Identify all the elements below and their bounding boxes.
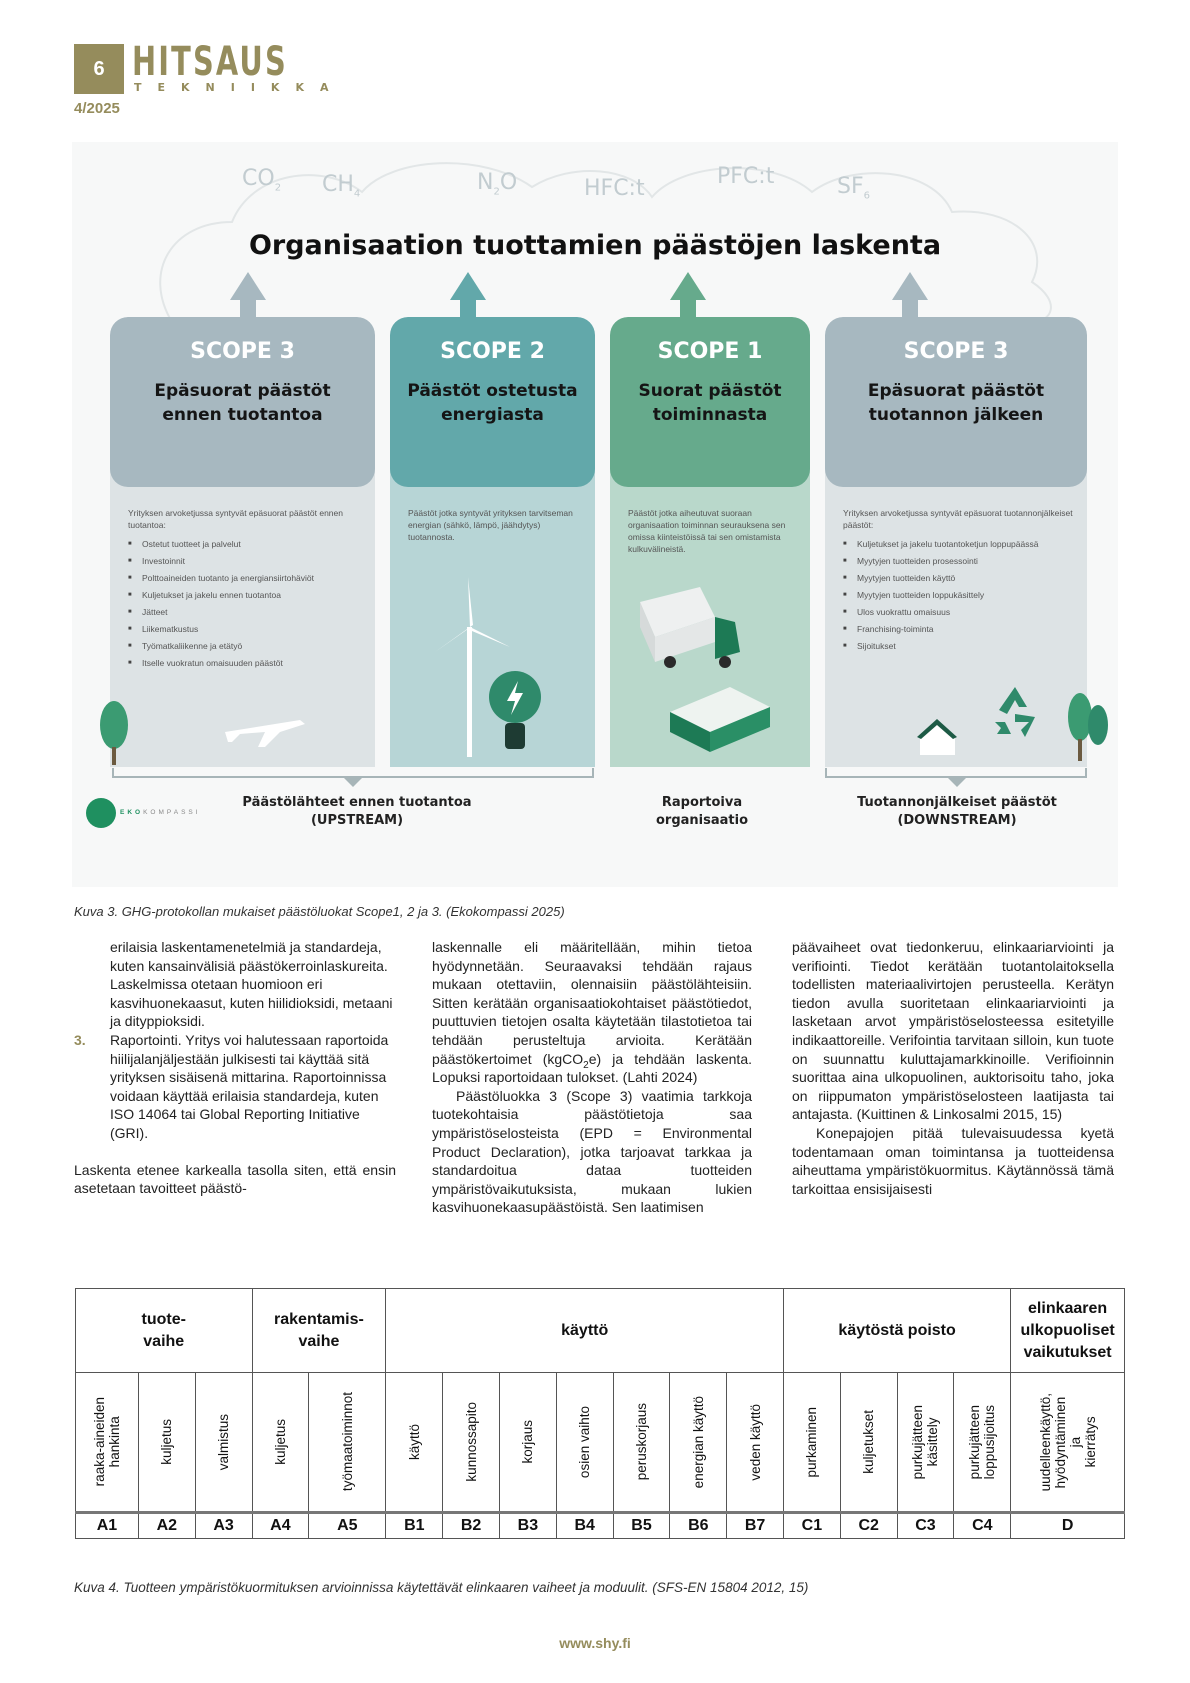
list-item: ■ Myytyjen tuotteiden käyttö: [843, 573, 1073, 584]
scope-description: Suorat päästöt toiminnasta: [638, 381, 782, 425]
card-header: [825, 317, 1087, 487]
group-row: [76, 1289, 1125, 1373]
arrow-up-icon: [670, 272, 706, 300]
stage-label: purkujätteen käsittely: [910, 1404, 941, 1480]
stage-cell: [897, 1373, 954, 1513]
module-code: C4: [954, 1513, 1011, 1539]
stage-label: uudelleenkäyttö, hyödyntäminen ja kierrätys: [1037, 1392, 1098, 1492]
list-item: ■ Työmatkaliikenne ja etätyö: [128, 641, 361, 652]
module-code: D: [1011, 1513, 1125, 1539]
scope-description: Epäsuorat päästöt ennen tuotantoa: [154, 381, 331, 425]
magazine-logo: HITSAUS: [132, 39, 288, 85]
stage-cell: [500, 1373, 557, 1513]
scope-label: SCOPE 1: [657, 339, 763, 364]
group-header: käyttö: [386, 1289, 784, 1373]
stage-label: veden käyttö: [747, 1403, 763, 1481]
truck-icon: [640, 587, 750, 677]
module-code: C2: [840, 1513, 897, 1539]
list-item: ■ Jätteet: [128, 607, 361, 618]
stage-cell: [954, 1373, 1011, 1513]
airplane-icon: [220, 702, 310, 752]
group-header: tuote- vaihe: [76, 1289, 253, 1373]
stage-label: kuljetus: [272, 1419, 288, 1465]
numbered-list: [74, 938, 396, 1143]
module-code: B3: [500, 1513, 557, 1539]
gas-ch4: $CH_4$: [322, 172, 361, 200]
gas-sf6: $SF_6$: [837, 174, 870, 202]
module-code: A1: [76, 1513, 139, 1539]
module-code: C1: [783, 1513, 840, 1539]
paragraph: laskennalle eli määritellään, mihin tietoa hyödynnetään. Seuraavaksi tehdään rajaus mukaan otettaviin, olennaisiin päästölähteisiin. Sitten kerätään organisaatiokohtaiset päästötiedot, puuttuvien tietojen osalta käytetään tilastotietoa tai tehdään perusteltuja arvioita. Kerätään päästökertoimet (kgCO$_2$e) ja tehdään laskenta. Lopuksi raportoidaan tulokset. (Lahti 2024): [432, 939, 752, 1086]
infographic-title: Organisaation tuottamien päästöjen laskenta: [248, 230, 942, 261]
gas-n2o: $N_2O$: [477, 170, 518, 198]
website-url: www.shy.fi: [559, 1635, 631, 1651]
stage-label: purkujätteen loppusijoitus: [967, 1404, 998, 1480]
list-item: ■ Kuljetukset ja jakelu tuotantoketjun loppupäässä: [843, 539, 1073, 550]
card-header: [390, 317, 595, 487]
stage-label: osien vaihto: [577, 1405, 593, 1479]
stage-label: peruskorjaus: [633, 1403, 649, 1481]
list-item: ■ Liikematkustus: [128, 624, 361, 635]
list-item: [74, 1031, 396, 1143]
downstream-label: Tuotannonjälkeiset päästöt (DOWNSTREAM): [857, 795, 1057, 828]
card-header: [110, 317, 375, 487]
stage-cell: [76, 1373, 139, 1513]
bracket-pointer: [344, 778, 362, 787]
paragraph: Päästöluokka 3 (Scope 3) vaatimia tarkkoja tuotekohtaisia päästötietoja saa ympäristöselosteista (EPD = Environmental Product Declaration), jotka tarjoavat tarkkaa ja standardoitua dataa tuotteiden ympäristövaikutuksista, mukaan lukien kasvihuonekaasupäästöistä. Sen laatimisen: [432, 1087, 752, 1216]
ghg-scopes-infographic: [72, 142, 1118, 887]
article-column-1: [74, 938, 396, 1198]
group-header: elinkaaren ulkopuoliset vaikutukset: [1011, 1289, 1125, 1373]
stage-label: raaka-aineiden hankinta: [91, 1397, 122, 1487]
upstream-label: Päästölähteet ennen tuotantoa (UPSTREAM): [242, 795, 472, 828]
page-number: 6: [74, 44, 124, 94]
list-item: ■ Polttoaineiden tuotanto ja energiansiirtohäviöt: [128, 573, 361, 584]
stage-label: kuljetus: [159, 1419, 175, 1465]
masthead: [74, 39, 345, 94]
stage-label: kuljetukset: [861, 1410, 877, 1474]
stage-cell: [309, 1373, 386, 1513]
scope-description: Päästöt ostetusta energiasta: [407, 381, 578, 425]
list-item-continued: erilaisia laskentamenetelmiä ja standardeja, kuten kansainvälisiä päästökerroinlaskureita. Laskelmissa otetaan huomioon eri kasvihuonekaasut, kuten hiilidioksidi, metaani ja dityppioksidi.: [110, 939, 393, 1030]
card-intro: Yrityksen arvoketjussa syntyvät epäsuorat päästöt ennen tuotantoa:: [128, 508, 343, 530]
arrow-up-icon: [892, 272, 928, 300]
ekokompassi-logo-text: EKOKOMPASSI: [120, 809, 201, 816]
stage-label: työmaatoiminnot: [339, 1392, 355, 1492]
magazine-logo-subtitle: TEKNIIKKA: [134, 81, 345, 94]
recycle-icon: [985, 682, 1045, 742]
upstream-bracket: [112, 768, 594, 778]
stage-label: energian käyttö: [690, 1395, 706, 1489]
scope3-downstream-card: [825, 317, 1087, 767]
figure4-caption: Kuva 4. Tuotteen ympäristökuormituksen arvioinnissa käytettävät elinkaaren vaiheet ja moduulit. (SFS-EN 15804 2012, 15): [74, 1580, 809, 1595]
factory-icon: [670, 682, 770, 752]
scope1-card: [610, 317, 810, 767]
card-body: [825, 487, 1087, 767]
module-code: B1: [386, 1513, 443, 1539]
scope-label: SCOPE 3: [190, 339, 295, 364]
module-code: B6: [670, 1513, 727, 1539]
tree-icon: [1062, 687, 1112, 767]
stage-cell: [443, 1373, 500, 1513]
stage-label: kunnossapito: [463, 1402, 479, 1482]
card-body: [110, 487, 375, 767]
tree-icon: [94, 697, 134, 767]
stage-label: käyttö: [406, 1423, 422, 1461]
paragraph: Konepajojen pitää tulevaisuudessa kyetä todentamaan oman toimintansa ja tuotteidensa aiheuttama ympäristökuormitus. Käytännössä tämä tarkoittaa ensisijaisesti: [792, 1124, 1114, 1197]
code-row: [76, 1513, 1125, 1539]
stage-label: purkaminen: [804, 1406, 820, 1478]
module-code: B2: [443, 1513, 500, 1539]
issue-number: 4/2025: [74, 100, 120, 117]
list-item: ■ Ulos vuokrattu omaisuus: [843, 607, 1073, 618]
stage-cell: [1011, 1373, 1125, 1513]
card-body: [390, 487, 595, 767]
list-number: 3.: [74, 1031, 86, 1048]
card-intro: Päästöt jotka aiheutuvat suoraan organisaation toiminnan seurauksena sen omissa kiinteistöissä tai sen omistamista kulkuvälineistä.: [628, 508, 786, 554]
list-item: ■ Investoinnit: [128, 556, 361, 567]
stage-cell: [783, 1373, 840, 1513]
article-column-2: [432, 938, 752, 1217]
lightbulb-icon: [485, 667, 545, 757]
stage-cell: [727, 1373, 784, 1513]
paragraph: Laskenta etenee karkealla tasolla siten, että ensin asetetaan tavoitteet päästö-: [74, 1161, 396, 1197]
card-body: [610, 487, 810, 767]
downstream-bracket: [825, 768, 1087, 778]
list-item: ■ Myytyjen tuotteiden prosessointi: [843, 556, 1073, 567]
module-code: A5: [309, 1513, 386, 1539]
module-code: A2: [138, 1513, 195, 1539]
card-header: [610, 317, 810, 487]
stage-label: valmistus: [216, 1413, 232, 1471]
scope2-card: [390, 317, 595, 767]
module-code: B5: [613, 1513, 670, 1539]
stage-cell: [840, 1373, 897, 1513]
lifecycle-stages-table: [75, 1288, 1125, 1539]
gas-pfc: PFC:t: [717, 164, 775, 189]
stage-row: [76, 1373, 1125, 1513]
paragraph: päävaiheet ovat tiedonkeruu, elinkaariarviointi ja verifiointi. Tiedot kerätään tuotantolaitoksella todellisten materiaalivirtojen perusteella. Kerätyn tiedon avulla suoritetaan elinkaariarviointi ja lasketaan arvot ympäristöselosteessa esitetyille indikaattoreille. Verifointia tarvitaan silloin, kun tuote on suunnattu kuluttajamarkkinoille. Verifioinnin suorittaa aina ulkopuolinen, auktorisoitu taho, joka on riippumaton ympäristöselosteen laatijasta tai antajasta. (Kuittinen & Linkosalmi 2015, 15): [792, 939, 1114, 1123]
stage-label: korjaus: [520, 1420, 536, 1464]
scope-label: SCOPE 2: [440, 339, 545, 364]
group-header: rakentamis- vaihe: [252, 1289, 386, 1373]
gas-co2: $CO_2$: [242, 166, 282, 194]
figure3-caption: Kuva 3. GHG-protokollan mukaiset päästöluokat Scope1, 2 ja 3. (Ekokompassi 2025): [74, 904, 565, 919]
module-code: A3: [195, 1513, 252, 1539]
stage-cell: [195, 1373, 252, 1513]
reporting-organisation-label: Raportoiva organisaatio: [655, 795, 748, 828]
module-code: A4: [252, 1513, 309, 1539]
scope-label: SCOPE 3: [903, 339, 1009, 364]
card-list: [128, 539, 361, 669]
stage-cell: [670, 1373, 727, 1513]
article-column-3: [792, 938, 1114, 1198]
stage-cell: [386, 1373, 443, 1513]
scope-description: Epäsuorat päästöt tuotannon jälkeen: [867, 381, 1045, 425]
list-item: ■ Kuljetukset ja jakelu ennen tuotantoa: [128, 590, 361, 601]
list-item: ■ Franchising-toiminta: [843, 624, 1073, 635]
list-item: ■ Itselle vuokratun omaisuuden päästöt: [128, 658, 361, 669]
list-item: ■ Ostetut tuotteet ja palvelut: [128, 539, 361, 550]
list-item: ■ Myytyjen tuotteiden loppukäsittely: [843, 590, 1073, 601]
scope3-upstream-card: [110, 317, 375, 767]
stage-cell: [556, 1373, 613, 1513]
module-code: B7: [727, 1513, 784, 1539]
card-list: [843, 539, 1073, 652]
module-code: C3: [897, 1513, 954, 1539]
list-item: ■ Sijoitukset: [843, 641, 1073, 652]
stage-cell: [613, 1373, 670, 1513]
module-code: B4: [556, 1513, 613, 1539]
bracket-pointer: [948, 778, 966, 787]
arrow-up-icon: [230, 272, 266, 300]
group-header: käytöstä poisto: [783, 1289, 1010, 1373]
stage-cell: [138, 1373, 195, 1513]
house-icon: [915, 717, 960, 757]
card-intro: Päästöt jotka syntyvät yrityksen tarvitseman energian (sähkö, lämpö, jäähdytys) tuotannosta.: [408, 508, 573, 542]
gas-hfc: HFC:t: [584, 176, 645, 201]
ekokompassi-logo: [86, 798, 116, 828]
card-intro: Yrityksen arvoketjussa syntyvät epäsuorat tuotannonjälkeiset päästöt:: [843, 508, 1073, 530]
list-item-text: Raportointi. Yritys voi halutessaan raportoida hiilijalanjäljestään julkisesti tai käyttää sitä yrityksen sisäisenä mittarina. Raportoinnissa voidaan käyttää erilaisia standardeja, kuten ISO 14064 tai Global Reporting Initiative (GRI).: [110, 1031, 389, 1141]
arrow-up-icon: [450, 272, 486, 300]
stage-cell: [252, 1373, 309, 1513]
